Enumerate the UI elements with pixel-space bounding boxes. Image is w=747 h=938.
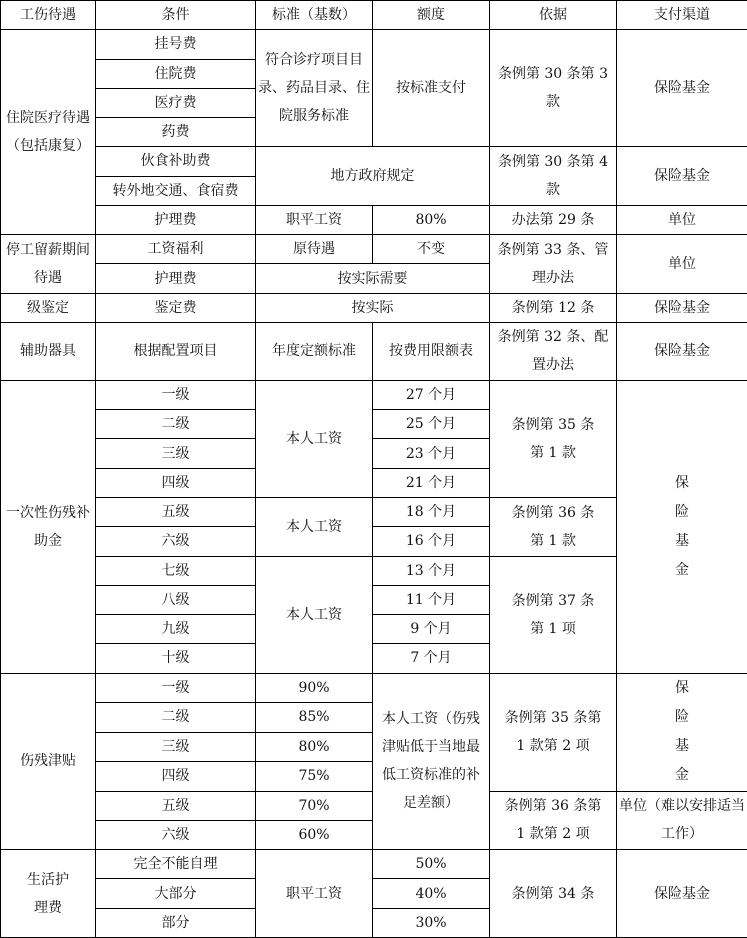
grade-cell: 一级: [96, 380, 256, 409]
standard-cell: 职平工资: [256, 205, 373, 234]
amount-cell: 40%: [373, 879, 490, 908]
amount-cell: 7 个月: [373, 644, 490, 673]
item-cell: 挂号费: [96, 30, 256, 59]
table-row: [1, 380, 747, 409]
channel-cell: 保险基金: [617, 30, 747, 147]
standard-cell: 85%: [256, 703, 373, 733]
header-cell: 支付渠道: [617, 1, 747, 30]
amount-cell: 9 个月: [373, 615, 490, 644]
standard-cell: 70%: [256, 791, 373, 820]
standard-cell: 按实际需要: [256, 264, 490, 293]
grade-cell: 五级: [96, 497, 256, 526]
grade-cell: 六级: [96, 527, 256, 556]
basis-cell: 条例第 30 条第 4 款: [490, 147, 617, 206]
standard-cell: 职平工资: [256, 850, 373, 938]
table-row: [1, 850, 747, 879]
header-cell: 条件: [96, 1, 256, 30]
standard-cell: 80%: [256, 732, 373, 762]
table-row: [1, 293, 747, 322]
amount-cell: 25 个月: [373, 410, 490, 439]
grade-cell: 九级: [96, 615, 256, 644]
grade-cell: 五级: [96, 791, 256, 820]
basis-cell: 条例第 36 条第 1 款: [490, 497, 617, 556]
standard-cell: 符合诊疗项目目录、药品目录、住院服务标准: [256, 30, 373, 147]
standard-cell: 本人工资: [256, 556, 373, 673]
basis-cell: 条例第 12 条: [490, 293, 617, 322]
category-cell: 停工留薪期间待遇: [1, 235, 96, 294]
amount-cell: 按标准支付: [373, 30, 490, 147]
grade-cell: 八级: [96, 585, 256, 614]
grade-cell: 六级: [96, 820, 256, 849]
category-cell: 住院医疗待遇（包括康复）: [1, 30, 96, 235]
amount-cell: 50%: [373, 850, 490, 879]
basis-cell: 条例第 33 条、管理办法: [490, 235, 617, 294]
standard-cell: 60%: [256, 820, 373, 849]
item-cell: 根据配置项目: [96, 322, 256, 380]
basis-cell: 办法第 29 条: [490, 205, 617, 234]
amount-cell: 18 个月: [373, 497, 490, 526]
header-cell: 依据: [490, 1, 617, 30]
amount-cell: 30%: [373, 908, 490, 937]
basis-cell: 条例第 37 条第 1 项: [490, 556, 617, 673]
standard-cell: 年度定额标准: [256, 322, 373, 380]
amount-cell: 本人工资（伤残津贴低于当地最低工资标准的补足差额）: [373, 673, 490, 850]
standard-cell: 原待遇: [256, 235, 373, 264]
amount-cell: 11 个月: [373, 585, 490, 614]
amount-cell: 21 个月: [373, 468, 490, 497]
channel-cell: 保险基金: [617, 147, 747, 206]
basis-cell: 条例第 35 条第 1 款: [490, 380, 617, 497]
header-row: [1, 1, 747, 30]
item-cell: 住院费: [96, 59, 256, 88]
condition-cell: 大部分: [96, 879, 256, 908]
amount-cell: 13 个月: [373, 556, 490, 585]
channel-cell: 保险基金: [617, 322, 747, 380]
item-cell: 鉴定费: [96, 293, 256, 322]
table-row: [1, 673, 747, 703]
header-cell: 工伤待遇: [1, 1, 96, 30]
grade-cell: 三级: [96, 732, 256, 762]
standard-cell: 按实际: [256, 293, 490, 322]
channel-cell: 保险基金: [617, 850, 747, 938]
table-row: [1, 235, 747, 264]
grade-cell: 四级: [96, 762, 256, 792]
table-row: [1, 322, 747, 380]
condition-cell: 部分: [96, 908, 256, 937]
standard-cell: 地方政府规定: [256, 147, 490, 206]
amount-cell: 27 个月: [373, 380, 490, 409]
table-row: [1, 147, 747, 176]
item-cell: 护理费: [96, 205, 256, 234]
basis-cell: 条例第 35 条第 1 款第 2 项: [490, 673, 617, 791]
channel-cell: 保险基金: [617, 293, 747, 322]
standard-cell: 75%: [256, 762, 373, 792]
table-row: [1, 30, 747, 59]
grade-cell: 二级: [96, 703, 256, 733]
table-row: [1, 205, 747, 234]
grade-cell: 七级: [96, 556, 256, 585]
channel-cell: 保险基金: [617, 380, 747, 673]
channel-cell: 单位（难以安排适当工作）: [617, 791, 747, 850]
amount-cell: 按费用限额表: [373, 322, 490, 380]
item-cell: 工资福利: [96, 235, 256, 264]
basis-cell: 条例第 36 条第 1 款第 2 项: [490, 791, 617, 850]
category-cell: 级鉴定: [1, 293, 96, 322]
grade-cell: 四级: [96, 468, 256, 497]
amount-cell: 不变: [373, 235, 490, 264]
item-cell: 医疗费: [96, 88, 256, 117]
item-cell: 药费: [96, 118, 256, 147]
item-cell: 转外地交通、食宿费: [96, 176, 256, 205]
condition-cell: 完全不能自理: [96, 850, 256, 879]
channel-cell: 单位: [617, 205, 747, 234]
grade-cell: 一级: [96, 673, 256, 703]
amount-cell: 80%: [373, 205, 490, 234]
basis-cell: 条例第 30 条第 3 款: [490, 30, 617, 147]
standard-cell: 90%: [256, 673, 373, 703]
category-cell: 辅助器具: [1, 322, 96, 380]
grade-cell: 三级: [96, 439, 256, 468]
header-cell: 标准（基数）: [256, 1, 373, 30]
basis-cell: 条例第 32 条、配置办法: [490, 322, 617, 380]
category-cell: 一次性伤残补助金: [1, 380, 96, 673]
grade-cell: 十级: [96, 644, 256, 673]
standard-cell: 本人工资: [256, 497, 373, 556]
category-cell: 生活护理费: [1, 850, 96, 938]
item-cell: 护理费: [96, 264, 256, 293]
item-cell: 伙食补助费: [96, 147, 256, 176]
channel-cell: 保险基金: [617, 673, 747, 791]
basis-cell: 条例第 34 条: [490, 850, 617, 938]
header-cell: 额度: [373, 1, 490, 30]
category-cell: 伤残津贴: [1, 673, 96, 850]
grade-cell: 二级: [96, 410, 256, 439]
amount-cell: 16 个月: [373, 527, 490, 556]
standard-cell: 本人工资: [256, 380, 373, 497]
channel-cell: 单位: [617, 235, 747, 294]
amount-cell: 23 个月: [373, 439, 490, 468]
